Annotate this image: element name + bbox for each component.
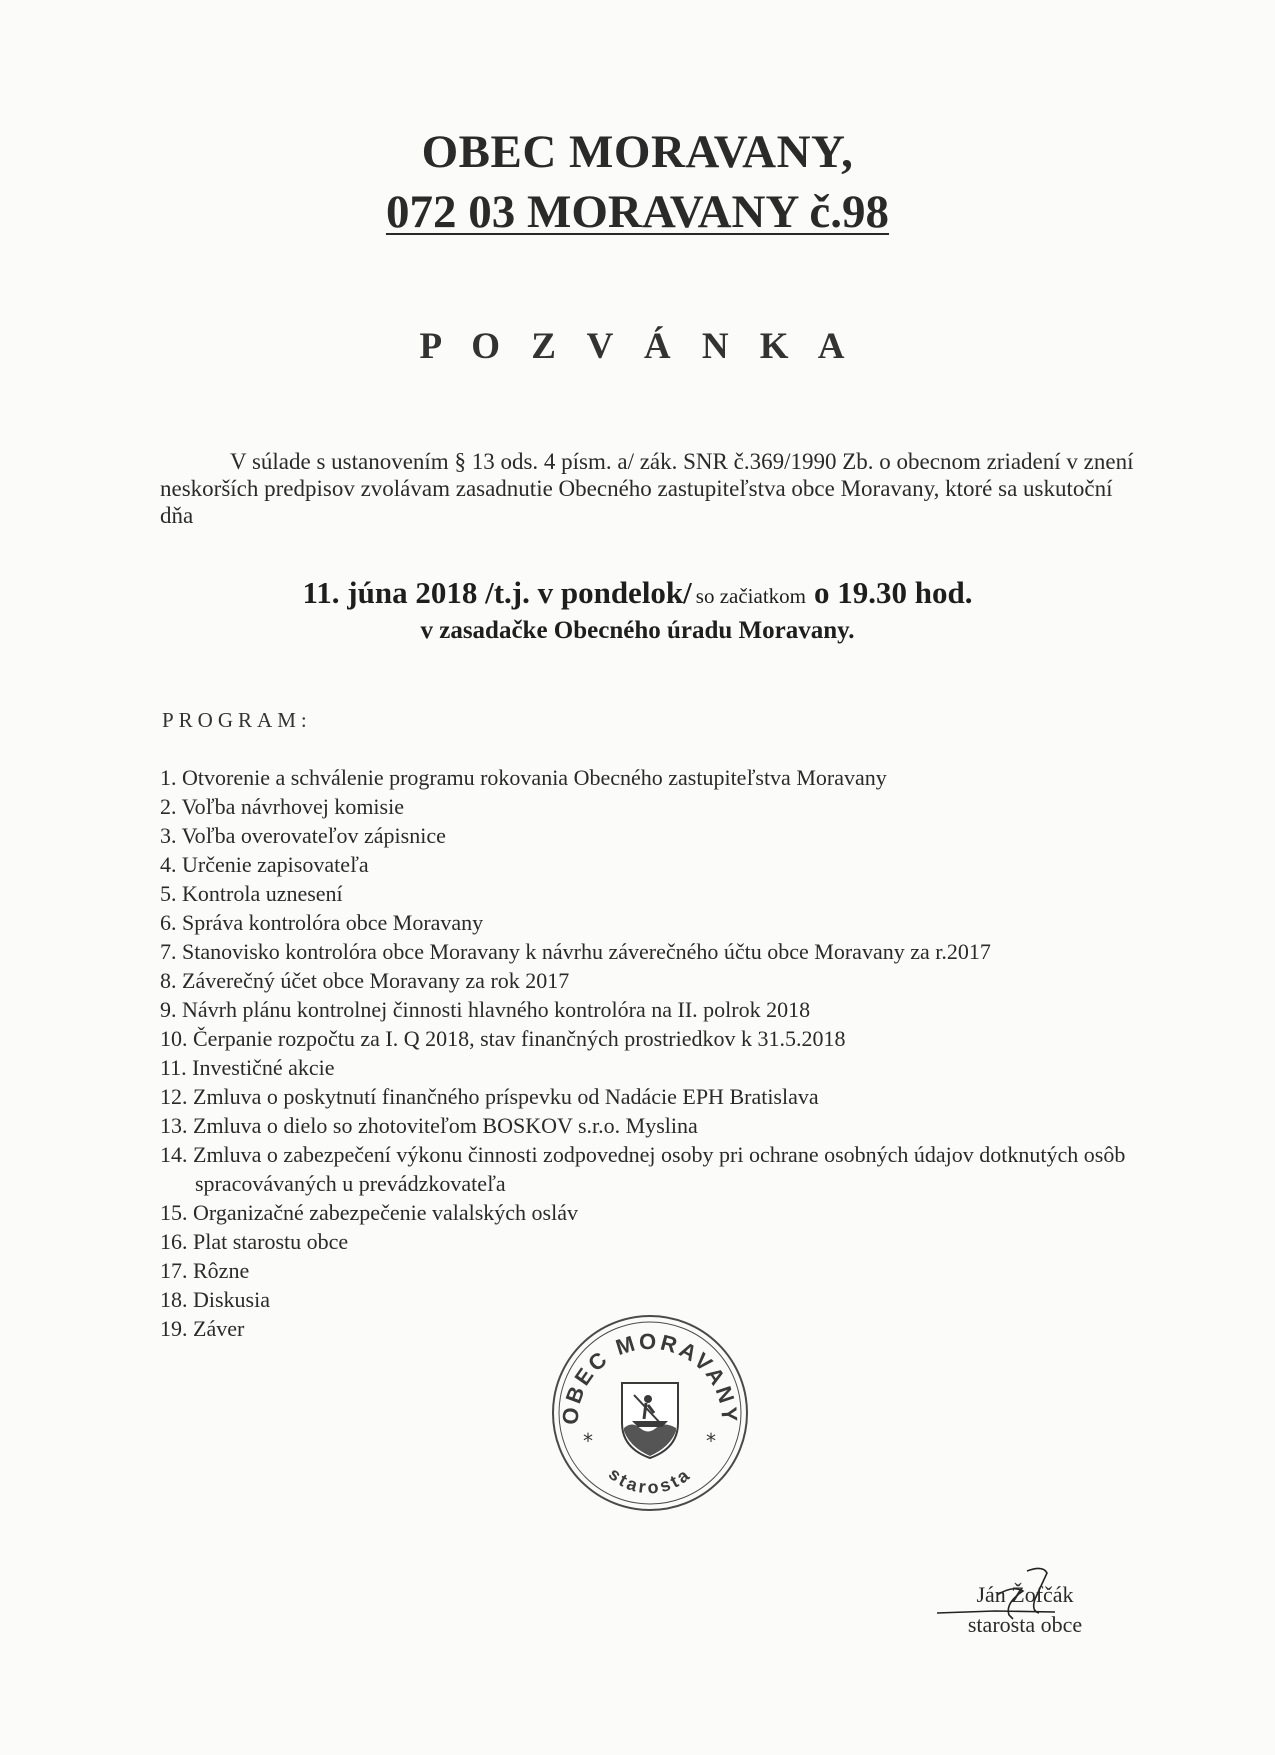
stamp-top-text: OBEC MORAVANY [557,1328,743,1426]
program-item: 2. Voľba návrhovej komisie [160,794,404,819]
program-item: 4. Určenie zapisovateľa [160,852,369,877]
meeting-date: 11. júna 2018 /t.j. v pondelok/ [302,575,692,610]
program-item: 16. Plat starostu obce [160,1229,349,1254]
program-heading: PROGRAM: [162,708,312,732]
program-item: 14. Zmluva o zabezpečení výkonu činnosti zodpovednej osoby pri ochrane osobných údajov dotknutých osôb spracovávaných u prevádzkovateľa [160,1142,1126,1196]
official-stamp [550,1313,750,1513]
program-item: 18. Diskusia [160,1287,270,1312]
program-item: 8. Záverečný účet obce Moravany za rok 2017 [160,968,570,993]
program-item: 13. Zmluva o dielo so zhotoviteľom BOSKOV s.r.o. Myslina [160,1113,698,1138]
program-item: 5. Kontrola uznesení [160,881,343,906]
stamp-star-left: * [583,1429,593,1453]
program-item: 10. Čerpanie rozpočtu za I. Q 2018, stav finančných prostriedkov k 31.5.2018 [160,1026,846,1051]
program-item: 19. Záver [160,1316,245,1341]
municipality-name: OBEC MORAVANY, [421,126,854,178]
meeting-date-line [0,575,1275,611]
stamp-bottom-text: starosta [604,1463,696,1498]
signatory-role: starosta obce [967,1612,1083,1637]
coat-of-arms-boatman-icon [622,1383,678,1458]
meeting-place: v zasadačke Obecného úradu Moravany. [420,617,855,644]
program-item: 3. Voľba overovateľov zápisnice [160,823,446,848]
signatory-name: Ján Žofčák [976,1582,1074,1607]
program-list [160,763,1160,1343]
program-item: 12. Zmluva o poskytnutí finančného príspevku od Nadácie EPH Bratislava [160,1084,819,1109]
intro-paragraph [160,448,1150,529]
meeting-start-label: so začiatkom [695,584,807,608]
program-item: 6. Správa kontrolóra obce Moravany [160,910,484,935]
municipality-address [0,185,1275,239]
meeting-time: o 19.30 hod. [814,575,973,610]
intro-text: V súlade s ustanovením § 13 ods. 4 písm. a/ zák. SNR č.369/1990 Zb. o obecnom zriadení v znení neskorších predpisov zvolávam zasadnutie Obecného zastupiteľstva obce Moravany, ktoré sa uskutoční dňa [160,449,1134,528]
program-item: 9. Návrh plánu kontrolnej činnosti hlavného kontrolóra na II. polrok 2018 [160,997,811,1022]
program-item: 15. Organizačné zabezpečenie valalských osláv [160,1200,578,1225]
document-title: P O Z V Á N K A [419,326,856,367]
program-item: 1. Otvorenie a schválenie programu rokovania Obecného zastupiteľstva Moravany [160,765,887,790]
program-item: 17. Rôzne [160,1258,250,1283]
program-item: 11. Investičné akcie [160,1055,335,1080]
municipality-address-text: 072 03 MORAVANY č.98 [385,186,890,238]
program-item: 7. Stanovisko kontrolóra obce Moravany k návrhu záverečného účtu obce Moravany za r.2017 [160,939,991,964]
stamp-star-right: * [706,1429,716,1453]
